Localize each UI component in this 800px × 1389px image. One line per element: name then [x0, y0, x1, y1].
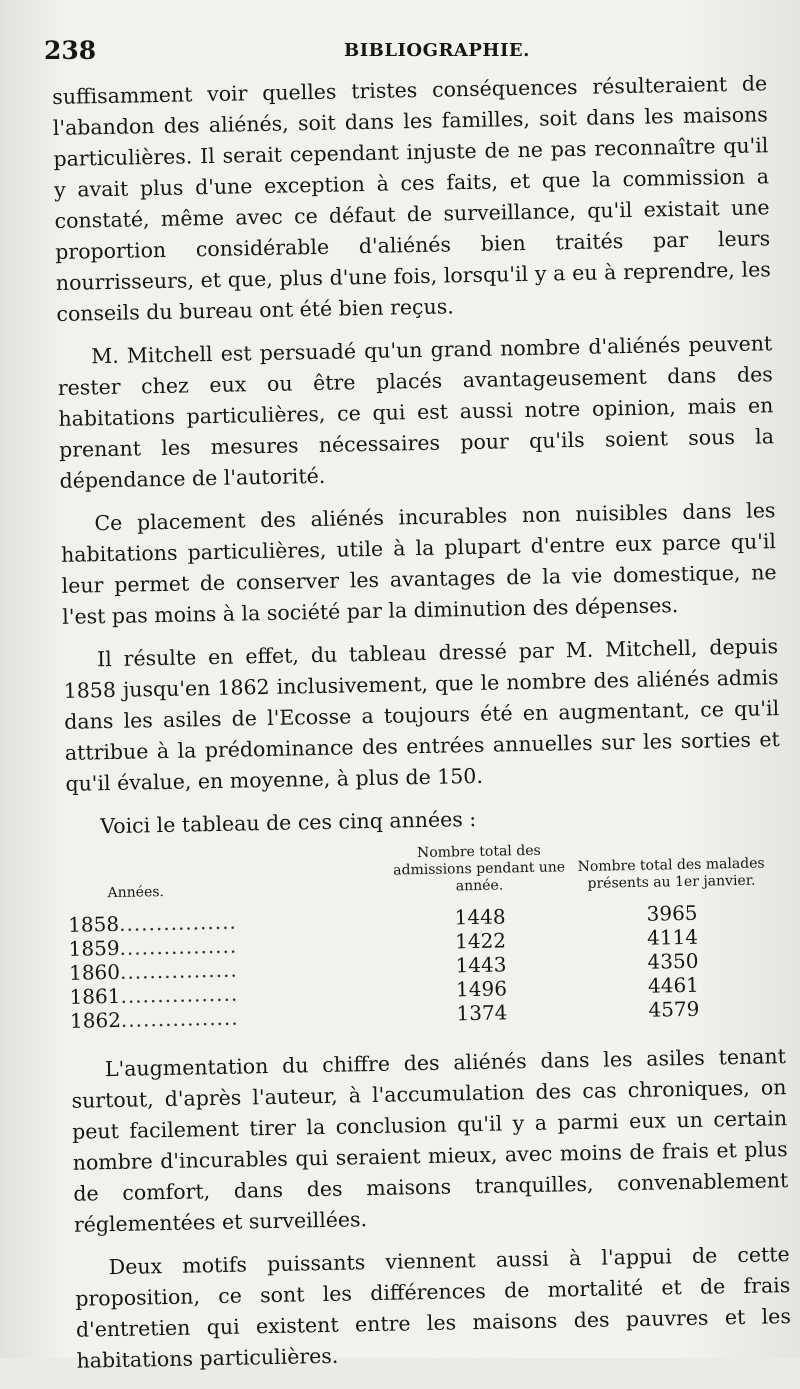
body-text	[52, 68, 792, 1388]
page-number: 238	[44, 36, 97, 65]
year-cell: 1860	[68, 959, 121, 985]
column-header-years: Années.	[107, 884, 165, 902]
leader-dots: ................	[120, 981, 239, 1008]
table-intro: Voici le tableau de ces cinq années :	[100, 806, 477, 839]
leader-dots: ................	[120, 1005, 239, 1032]
present-cell: 4114	[646, 924, 699, 950]
paragraph: M. Mitchell est persuadé qu'un grand nombre d'aliénés peuvent rester chez eux ou être placés avantageusement dans des habitations particulières, ce qui est aussi notre opinion, mais en prenant les mesures nécessaires pour qu'ils soient sous la dépendance de l'autorité.	[57, 331, 775, 493]
year-cell: 1861	[69, 983, 121, 1009]
admissions-cell: 1422	[454, 928, 507, 954]
admissions-cell: 1496	[455, 976, 508, 1002]
column-header-admissions: Nombre total des admissions pendant une année.	[393, 842, 566, 895]
present-cell: 4579	[648, 996, 700, 1022]
present-cell: 3965	[646, 900, 698, 926]
year-cell: 1858	[67, 911, 120, 937]
present-cell: 4461	[647, 972, 700, 998]
year-cell: 1862	[69, 1007, 122, 1033]
running-title: BIBLIOGRAPHIE.	[344, 40, 530, 61]
present-cell: 4350	[647, 948, 699, 974]
paragraph: Il résulte en effet, du tableau dressé par M. Mitchell, depuis 1858 jusqu'en 1862 inclusivement, que le nombre des aliénés admis dans les asiles de l'Ecosse a toujours été en augmentant, ce qu'il attribue à la prédominance des entrées annuelles sur les sorties et qu'il évalue, en moyenne, à plus de 150.	[63, 634, 780, 796]
statistics-table	[67, 837, 770, 1032]
admissions-cell: 1448	[454, 904, 506, 930]
leader-dots: ................	[118, 909, 238, 936]
admissions-cell: 1443	[455, 952, 507, 978]
leader-dots: ................	[119, 957, 238, 984]
paragraph: L'augmentation du chiffre des aliénés dans les asiles tenant surtout, d'après l'auteur, à l'accumulation des cas chroniques, on peut facilement tirer la conclusion qu'il y a parmi eux un certain nombre d'incurables qui seraient mieux, avec moins de frais et plus de comfort, dans des maisons tranquilles, convenablement réglementées et surveillées.	[71, 1044, 789, 1237]
paragraph: suffisamment voir quelles tristes conséquences résulteraient de l'abandon des aliénés, soit dans les familles, soit dans les maisons particulières. Il serait cependant injuste de ne pas reconnaître qu'il y avait plus d'une exception à ces faits, et que la commission a constaté, même avec ce défaut de surveillance, qu'il existait une proportion considérable d'aliénés bien traités par leurs nourrisseurs, et que, plus d'une fois, lorsqu'il y a eu à reprendre, les conseils du bureau ont été bien reçus.	[52, 71, 771, 326]
admissions-cell: 1374	[456, 1000, 508, 1026]
paragraph: Ce placement des aliénés incurables non nuisibles dans les habitations particulières, utile à la plupart d'entre eux parce qu'il leur permet de conserver les avantages de la vie domestique, ne l'est pas moins à la société par la diminution des dépenses.	[60, 498, 777, 629]
leader-dots: ................	[119, 933, 238, 960]
column-header-present: Nombre total des malades présents au 1er janvier.	[577, 855, 765, 892]
year-cell: 1859	[68, 935, 120, 961]
paragraph: Deux motifs puissants viennent aussi à l'appui de cette proposition, ce sont les différences de mortalité et de frais d'entretien qui existent entre les maisons des pauvres et les habitations particulières.	[75, 1242, 792, 1373]
